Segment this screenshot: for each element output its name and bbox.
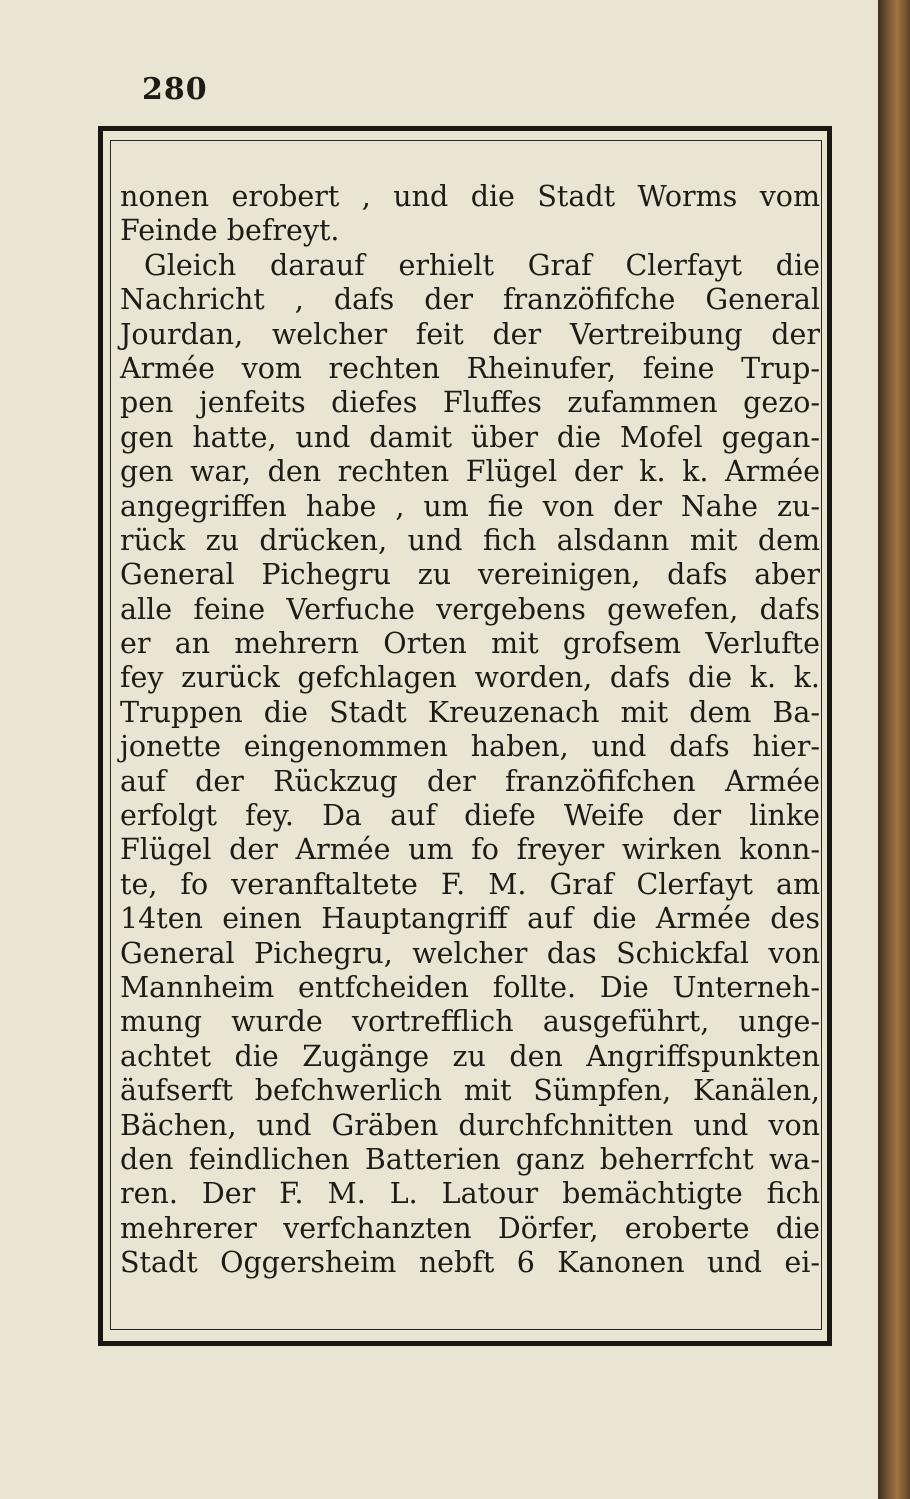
text-line: General Pichegru, welcher das Schickfal von <box>120 936 820 970</box>
text-line: Jourdan, welcher feit der Vertreibung der <box>120 317 820 351</box>
text-line: ren. Der F. M. L. Latour bemächtigte fich <box>120 1177 820 1211</box>
text-line: Nachricht , dafs der franzöfifche General <box>120 283 820 317</box>
text-line: Armée vom rechten Rheinufer, feine Trup- <box>120 351 820 385</box>
text-line: gen war, den rechten Flügel der k. k. Armée <box>120 455 820 489</box>
text-line: te, fo veranftaltete F. M. Graf Clerfayt am <box>120 867 820 901</box>
text-line: rück zu drücken, und fich alsdann mit dem <box>120 523 820 557</box>
text-line: angegriffen habe , um fie von der Nahe zu- <box>120 489 820 523</box>
page-number: 280 <box>142 72 208 107</box>
text-line: General Pichegru zu vereinigen, dafs aber <box>120 558 820 592</box>
body-text <box>120 180 820 1281</box>
text-line: er an mehrern Orten mit grofsem Verlufte <box>120 627 820 661</box>
text-line: den feindlichen Batterien ganz beherrfcht wa- <box>120 1142 820 1176</box>
text-line: mehrerer verfchanzten Dörfer, eroberte die <box>120 1211 820 1245</box>
text-line: Gleich darauf erhielt Graf Clerfayt die <box>144 248 820 282</box>
text-line: jonette eingenommen haben, und dafs hier- <box>120 730 820 764</box>
text-line: auf der Rückzug der franzöfifchen Armée <box>120 764 820 798</box>
text-line: pen jenfeits diefes Fluffes zufammen gezo- <box>120 386 820 420</box>
text-line: Flügel der Armée um fo freyer wirken konn- <box>120 833 820 867</box>
text-line: Stadt Oggersheim nebft 6 Kanonen und ei- <box>120 1246 820 1280</box>
text-line: Truppen die Stadt Kreuzenach mit dem Ba- <box>120 695 820 729</box>
text-line: Mannheim entfcheiden follte. Die Unterneh- <box>120 970 820 1004</box>
text-line: erfolgt fey. Da auf diefe Weife der linke <box>120 799 820 833</box>
text-line: mung wurde vortrefflich ausgeführt, unge- <box>120 1005 820 1039</box>
text-line: äufserft befchwerlich mit Sümpfen, Kanälen, <box>120 1074 820 1108</box>
text-line: fey zurück gefchlagen worden, dafs die k. k. <box>120 661 820 695</box>
text-line: 14ten einen Hauptangriff auf die Armée des <box>120 902 820 936</box>
text-line: gen hatte, und damit über die Mofel gegan- <box>120 420 820 454</box>
text-line: alle feine Verfuche vergebens gewefen, dafs <box>120 592 820 626</box>
text-line: nonen erobert , und die Stadt Worms vom <box>120 180 820 213</box>
book-spine-edge <box>878 0 910 1499</box>
text-line: Bächen, und Gräben durchfchnitten und von <box>120 1108 820 1142</box>
text-line: Feinde befreyt. <box>120 214 340 248</box>
text-line: achtet die Zugänge zu den Angriffspunkten <box>120 1039 820 1073</box>
